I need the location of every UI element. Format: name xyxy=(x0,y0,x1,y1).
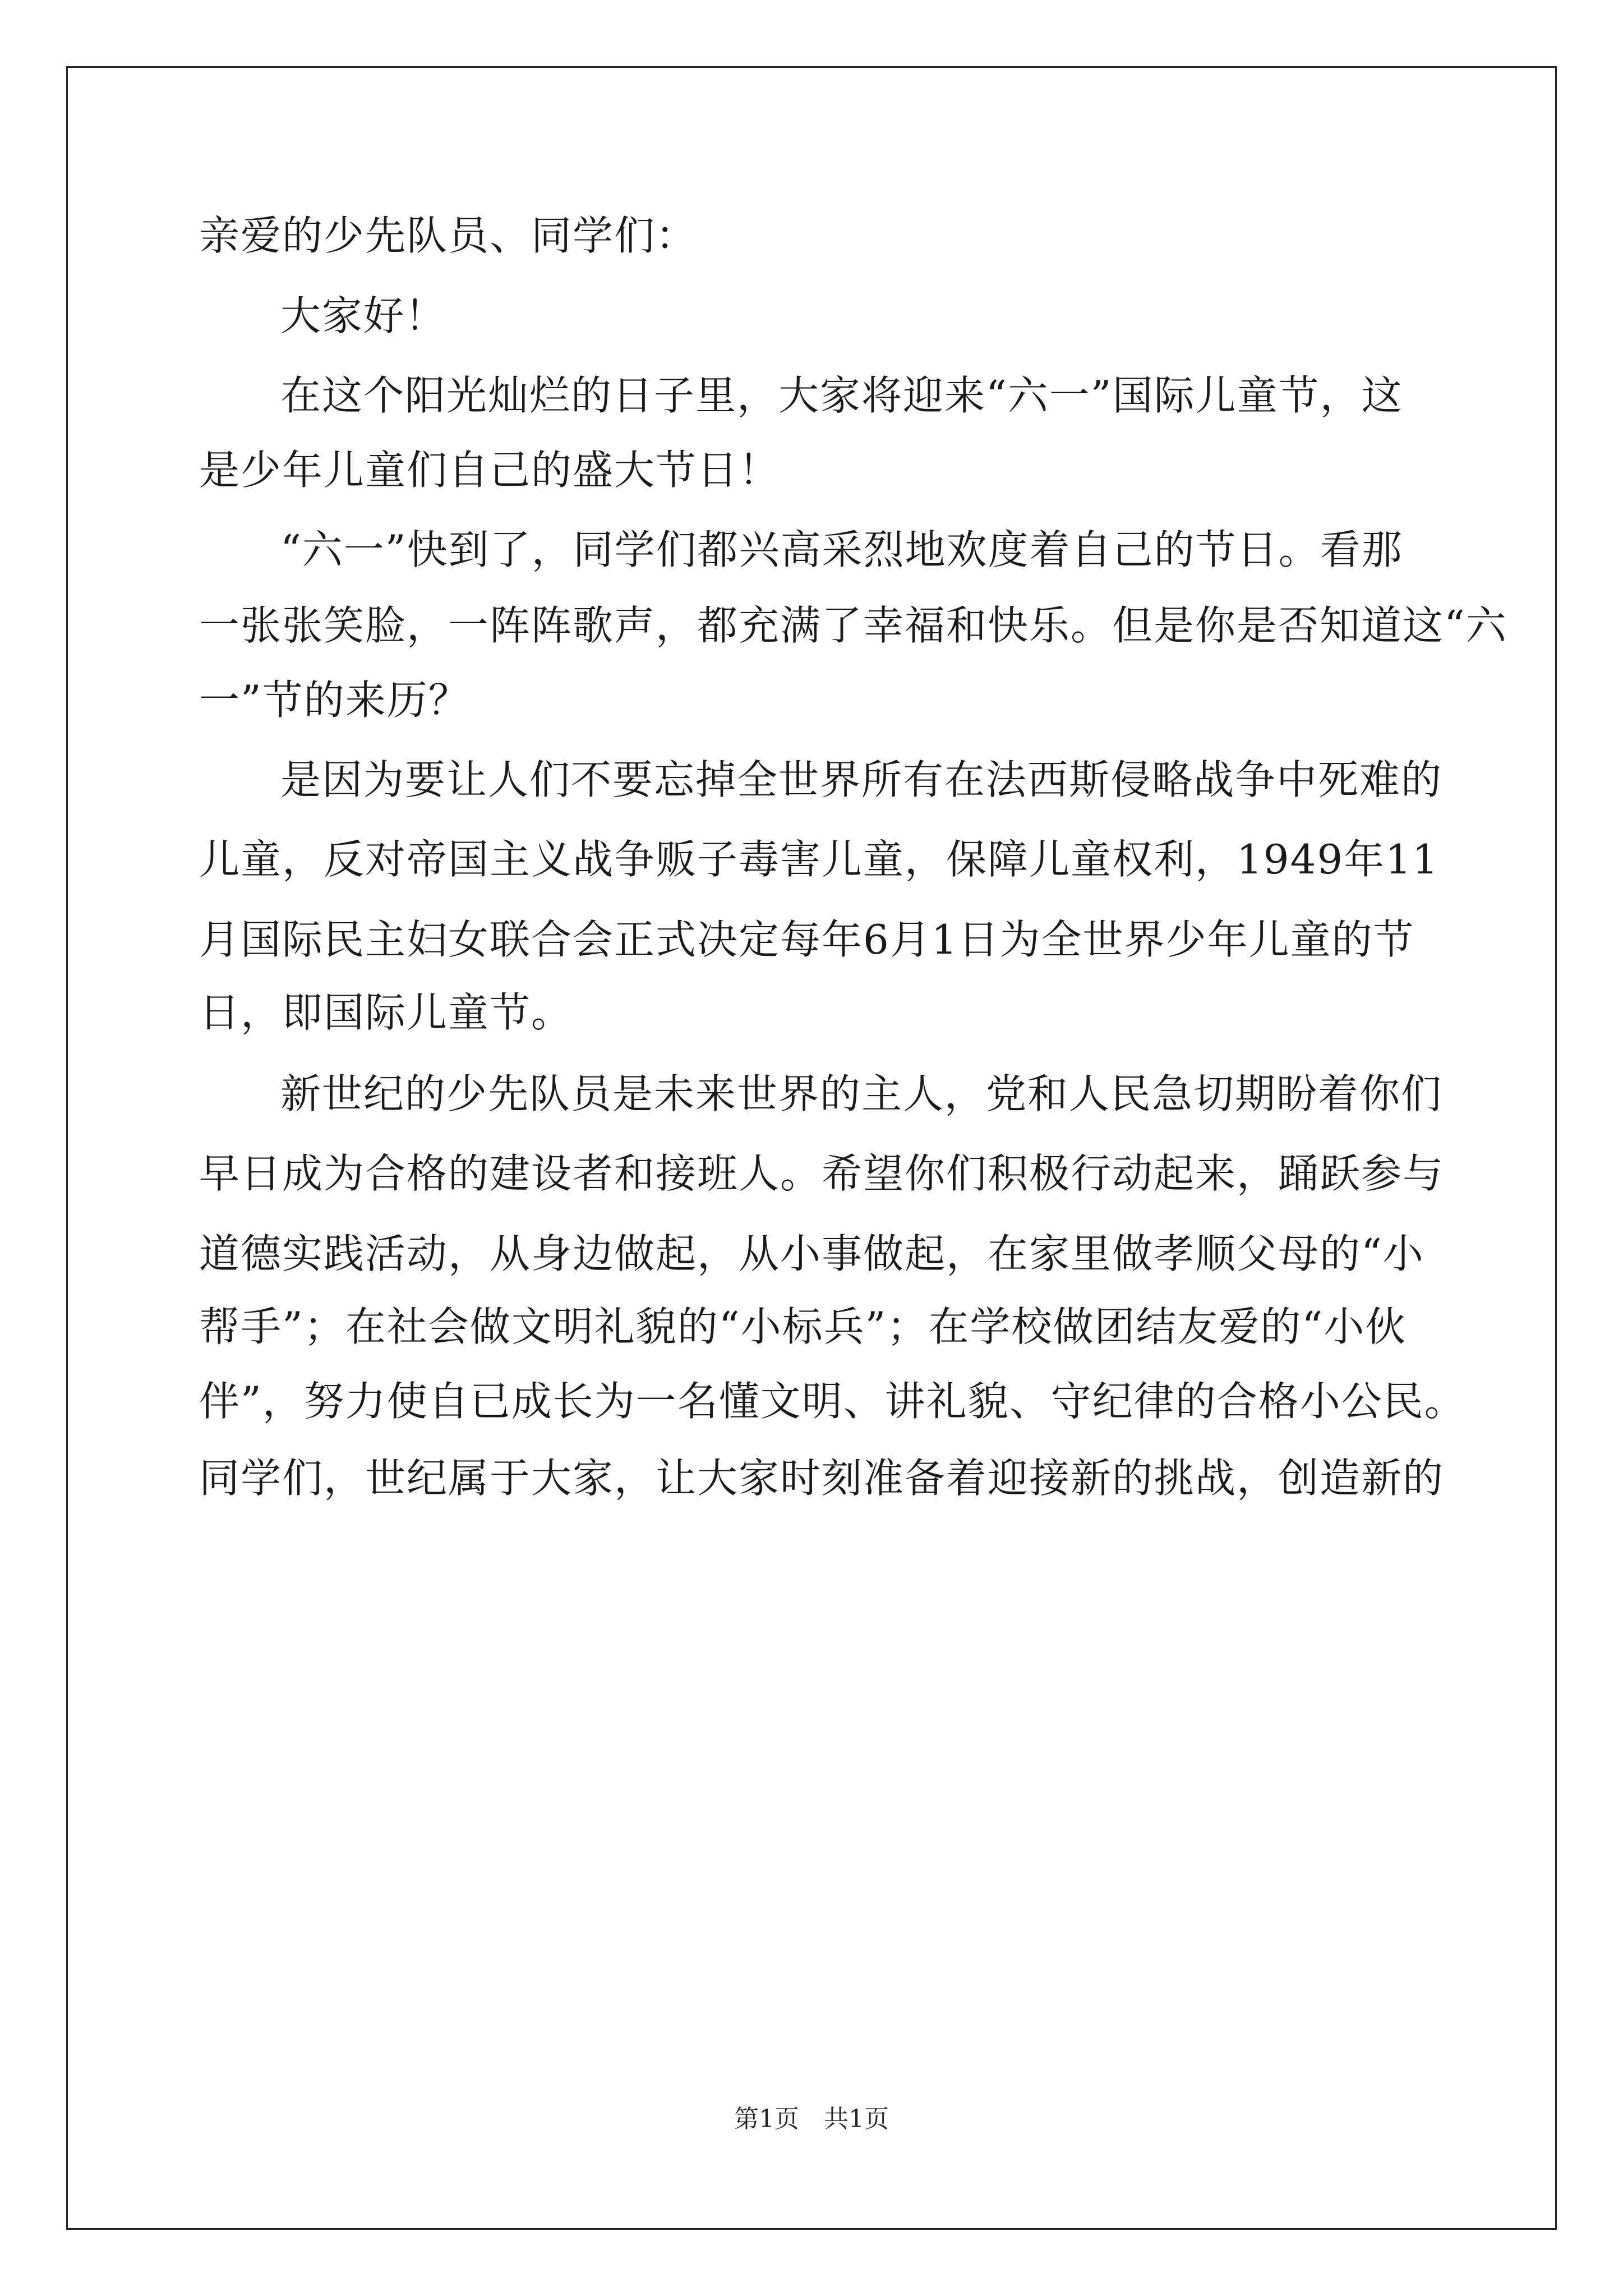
paragraph-3-line-3: 月国际民主妇女联合会正式决定每年6月1日为全世界少年儿童的节 xyxy=(199,916,1415,963)
paragraph-2-line-3: 一”节的来历？ xyxy=(199,677,470,724)
paragraph-3-line-2: 儿童，反对帝国主义战争贩子毒害儿童，保障儿童权利，1949年11 xyxy=(199,836,1439,883)
paragraph-3-line-1: 是因为要让人们不要忘掉全世界所有在法西斯侵略战争中死难的 xyxy=(280,756,1443,803)
page-number-footer: 第1页 共1页 xyxy=(734,2105,889,2133)
paragraph-1-line-1: 在这个阳光灿烂的日子里，大家将迎来“六一”国际儿童节，这 xyxy=(280,372,1403,419)
salutation-line: 亲爱的少先队员、同学们： xyxy=(199,212,698,259)
paragraph-4-line-2: 早日成为合格的建设者和接班人。希望你们积极行动起来，踊跃参与 xyxy=(199,1150,1445,1197)
paragraph-4-line-4: 帮手”；在社会做文明礼貌的“小标兵”；在学校做团结友爱的“小伙 xyxy=(199,1303,1407,1350)
paragraph-4-line-6: 同学们，世纪属于大家，让大家时刻准备着迎接新的挑战，创造新的 xyxy=(199,1455,1445,1502)
paragraph-3-line-4: 日，即国际儿童节。 xyxy=(199,989,573,1036)
greeting-line: 大家好！ xyxy=(280,292,447,339)
paragraph-2-line-2: 一张张笑脸，一阵阵歌声，都充满了幸福和快乐。但是你是否知道这“六 xyxy=(199,602,1507,649)
paragraph-1-line-2: 是少年儿童们自己的盛大节日！ xyxy=(199,447,781,494)
paragraph-4-line-1: 新世纪的少先队员是未来世界的主人，党和人民急切期盼着你们 xyxy=(280,1070,1443,1117)
paragraph-4-line-5: 伴”，努力使自已成长为一名懂文明、讲礼貌、守纪律的合格小公民。 xyxy=(199,1378,1466,1425)
paragraph-2-line-1: “六一”快到了，同学们都兴高采烈地欢度着自己的节日。看那 xyxy=(280,526,1403,573)
paragraph-4-line-3: 道德实践活动，从身边做起，从小事做起，在家里做孝顺父母的“小 xyxy=(199,1230,1424,1277)
